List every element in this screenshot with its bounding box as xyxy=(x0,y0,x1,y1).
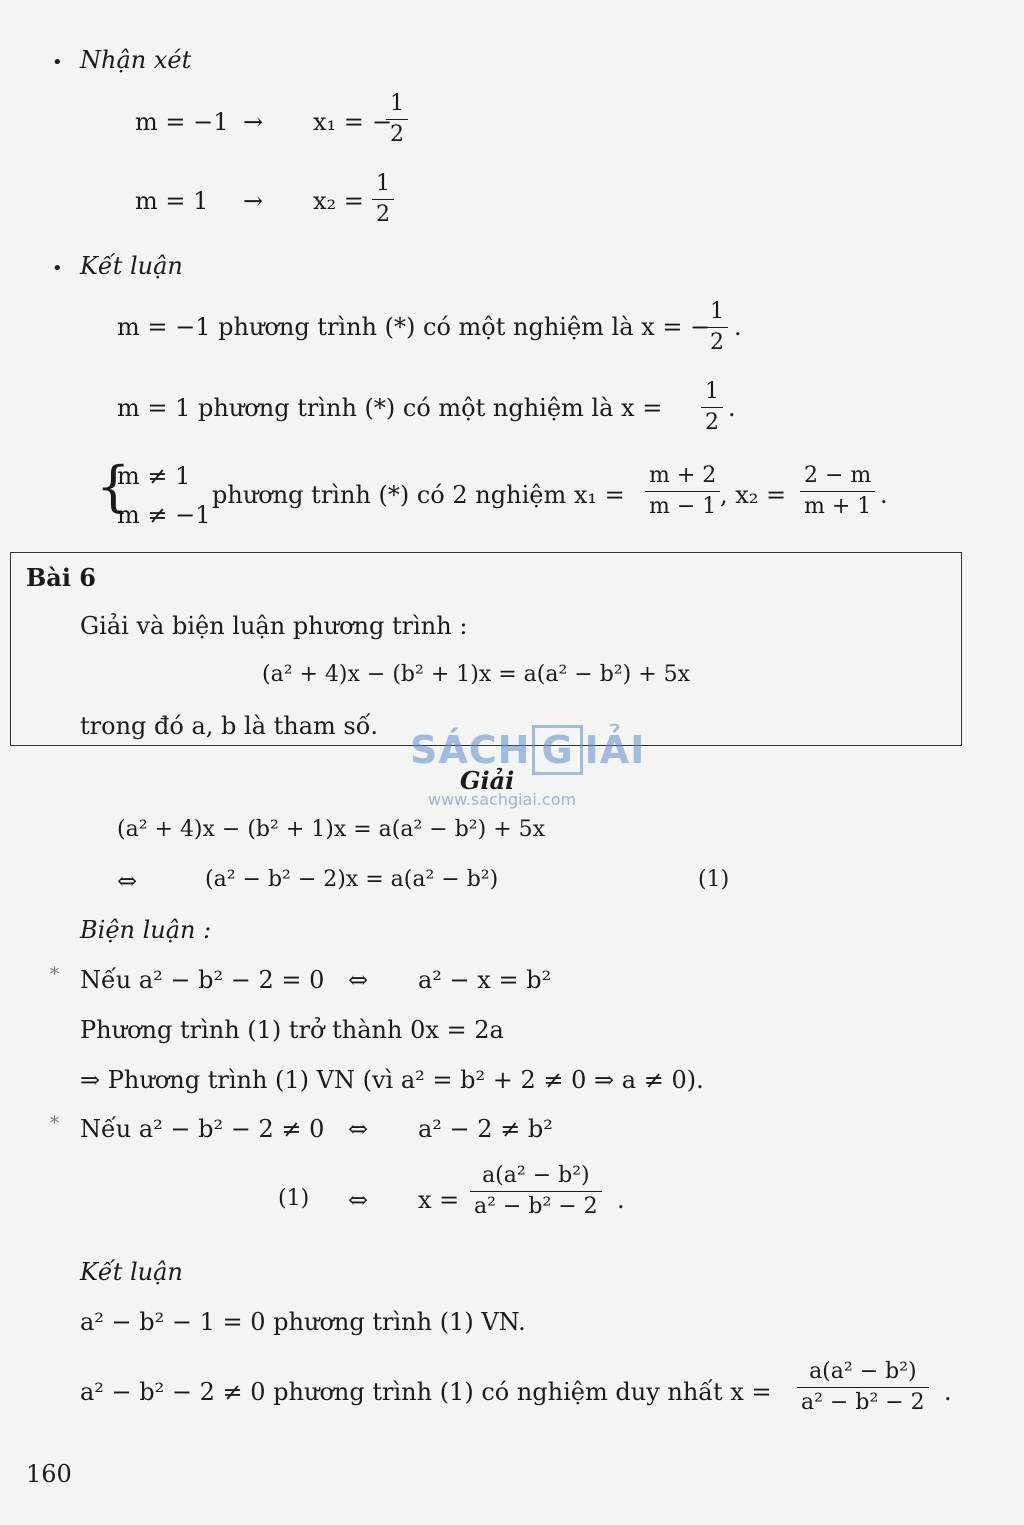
equiv-symbol: ⇔ xyxy=(348,1115,369,1143)
fraction xyxy=(701,380,723,435)
fraction xyxy=(797,1360,929,1415)
exercise-note: trong đó a, b là tham số. xyxy=(80,712,379,740)
fraction-numerator: 1 xyxy=(705,379,719,404)
conclusion-line: a² − b² − 1 = 0 phương trình (1) VN. xyxy=(80,1308,526,1336)
star-marker: * xyxy=(50,964,59,985)
system-brace: { xyxy=(96,455,131,518)
period: . xyxy=(734,313,742,341)
case-condition: Nếu a² − b² − 2 = 0 xyxy=(80,966,325,994)
case-equation: a² − 2 ≠ b² xyxy=(418,1115,553,1143)
fraction-numerator: a(a² − b²) xyxy=(482,1163,590,1188)
watermark-text: SÁCH xyxy=(410,728,531,772)
equation-tag: (1) xyxy=(698,867,730,892)
section-heading-ket-luan: Kết luận xyxy=(80,252,183,280)
equiv-symbol: ⇔ xyxy=(348,966,369,994)
page-number: 160 xyxy=(26,1460,72,1488)
period: . xyxy=(728,394,736,422)
minus-sign: − xyxy=(372,108,393,136)
exercise-equation: (a² + 4)x − (b² + 1)x = a(a² − b²) + 5x xyxy=(262,662,691,687)
fraction xyxy=(800,464,875,519)
fraction-numerator: 1 xyxy=(710,299,724,324)
math-left: m = 1 xyxy=(135,187,209,215)
math-var: x₂ = xyxy=(313,187,364,215)
fraction-denominator: m + 1 xyxy=(800,491,875,519)
fraction-denominator: 2 xyxy=(701,407,723,435)
fraction-numerator: 1 xyxy=(390,91,404,116)
subheading-ket-luan: Kết luận xyxy=(80,1258,183,1286)
math-var: x = xyxy=(418,1186,460,1214)
watermark-logo xyxy=(410,725,645,775)
solution-equation: (a² + 4)x − (b² + 1)x = a(a² − b²) + 5x xyxy=(117,817,546,842)
period: . xyxy=(880,481,888,509)
fraction-numerator: 1 xyxy=(376,171,390,196)
equiv-symbol: ⇔ xyxy=(348,1186,369,1214)
math-sep: , x₂ = xyxy=(720,481,787,509)
math-var: x₁ = xyxy=(313,108,364,136)
case-condition: Nếu a² − b² − 2 ≠ 0 xyxy=(80,1115,325,1143)
fraction-denominator: 2 xyxy=(706,327,728,355)
conclusion-line: a² − b² − 2 ≠ 0 phương trình (1) có nghiệm duy nhất x = xyxy=(80,1378,772,1406)
case-line: Phương trình (1) trở thành 0x = 2a xyxy=(80,1016,504,1044)
math-left: m = −1 xyxy=(135,108,229,136)
solution-heading: Giải xyxy=(460,766,515,795)
watermark-url: www.sachgiai.com xyxy=(428,790,577,809)
case-line: ⇒ Phương trình (1) VN (vì a² = b² + 2 ≠ 0 ⇒ a ≠ 0). xyxy=(80,1066,704,1094)
fraction-numerator: a(a² − b²) xyxy=(809,1359,917,1384)
arrow: → xyxy=(243,108,264,136)
fraction-numerator: m + 2 xyxy=(649,463,717,488)
watermark-text: IẢI xyxy=(584,728,646,772)
fraction-denominator: 2 xyxy=(386,119,408,147)
condition: m ≠ 1 xyxy=(117,462,191,490)
condition: m ≠ −1 xyxy=(117,501,211,529)
period: . xyxy=(944,1378,952,1406)
fraction xyxy=(372,172,394,227)
fraction-denominator: m − 1 xyxy=(645,491,720,519)
arrow: → xyxy=(243,187,264,215)
fraction-denominator: a² − b² − 2 xyxy=(470,1191,602,1219)
fraction-denominator: a² − b² − 2 xyxy=(797,1387,929,1415)
section-heading-nhan-xet: Nhận xét xyxy=(80,46,192,74)
fraction xyxy=(645,464,720,519)
period: . xyxy=(617,1186,625,1214)
case-equation: a² − x = b² xyxy=(418,966,552,994)
fraction-numerator: 2 − m xyxy=(804,463,872,488)
fraction xyxy=(470,1164,602,1219)
fraction xyxy=(706,300,728,355)
subheading-bien-luan: Biện luận : xyxy=(80,916,212,944)
bullet: • xyxy=(52,258,63,279)
conclusion-line: phương trình (*) có 2 nghiệm x₁ = xyxy=(212,481,625,509)
star-marker: * xyxy=(50,1113,59,1134)
conclusion-line: m = 1 phương trình (*) có một nghiệm là x = xyxy=(117,394,663,422)
equiv-symbol: ⇔ xyxy=(117,867,138,895)
fraction xyxy=(386,92,408,147)
solution-equation: (a² − b² − 2)x = a(a² − b²) xyxy=(205,867,499,892)
exercise-prompt: Giải và biện luận phương trình : xyxy=(80,612,468,640)
bullet: • xyxy=(52,52,63,73)
equation-tag: (1) xyxy=(278,1186,310,1211)
fraction-denominator: 2 xyxy=(372,199,394,227)
conclusion-line: m = −1 phương trình (*) có một nghiệm là x = − xyxy=(117,313,711,341)
exercise-title: Bài 6 xyxy=(26,563,97,592)
watermark-g-box: G xyxy=(532,725,582,775)
